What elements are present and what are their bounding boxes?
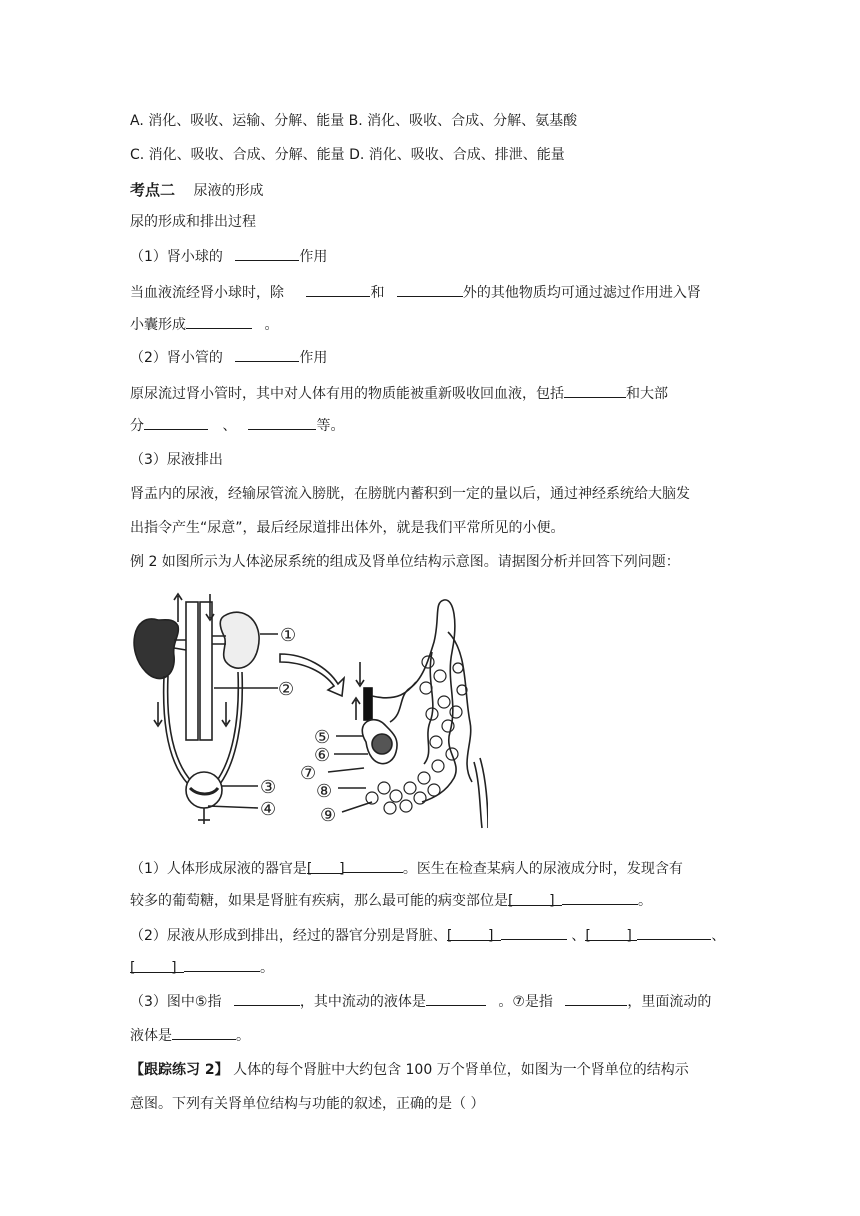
section-title: 尿液的形成 <box>193 183 264 199</box>
para-filtration <box>130 282 701 303</box>
figure-label: ① <box>280 625 297 646</box>
blank[interactable] <box>172 1025 236 1040</box>
para-reabsorption <box>130 383 668 404</box>
section-heading <box>130 180 263 201</box>
urinary-system-figure <box>128 592 488 832</box>
example-2-prompt: 例 2 如图所示为人体泌尿系统的组成及肾单位结构示意图。请据图分析并回答下列问题： <box>130 554 680 570</box>
text: 。医生在检查某病人的尿液成分时，发现含有 <box>402 861 683 877</box>
blank[interactable] <box>234 991 300 1006</box>
para-excretion-1: 肾盂内的尿液，经输尿管流入膀胱，在膀胱内蓄积到一定的量以后，通过神经系统给大脑发 <box>130 486 690 502</box>
text: 较多的葡萄糖，如果是肾脏有疾病，那么最可能的病变部位是 <box>130 893 508 909</box>
blank[interactable] <box>343 858 403 873</box>
text: （1）肾小球的 <box>130 249 223 265</box>
text: 。 <box>264 317 279 333</box>
blank[interactable] <box>184 957 260 972</box>
figure-label: ⑥ <box>314 745 331 766</box>
text: 等。 <box>316 418 345 434</box>
text: 分 <box>130 418 144 434</box>
question-3-line-1 <box>130 991 711 1012</box>
text: 小囊形成 <box>130 317 186 333</box>
text: 液体是 <box>130 1028 172 1044</box>
figure-label: ⑦ <box>300 763 317 784</box>
blank[interactable] <box>186 314 252 329</box>
bracket-blank[interactable]: [ ] <box>306 861 345 877</box>
option-line-cd: C. 消化、吸收、合成、分解、能量 D. 消化、吸收、合成、排泄、能量 <box>130 147 565 163</box>
bracket-blank[interactable]: [ ] <box>585 926 637 941</box>
text: 。⑦是指 <box>498 994 553 1010</box>
text: ，里面流动的 <box>627 994 712 1010</box>
bracket-blank[interactable]: [ ] <box>508 891 562 906</box>
bracket-blank[interactable]: [ ] <box>130 958 184 973</box>
para-excretion-2: 出指令产生“尿意”，最后经尿道排出体外，就是我们平常所见的小便。 <box>130 520 565 536</box>
figure-label: ③ <box>260 777 277 798</box>
practice-2-line-2: 意图。下列有关肾单位结构与功能的叙述，正确的是（ ） <box>130 1096 485 1112</box>
text: 。 <box>638 893 652 909</box>
text: 和大部 <box>626 386 668 402</box>
figure-label: ⑨ <box>320 805 337 826</box>
text: 。 <box>260 960 274 976</box>
para-glomerulus <box>130 246 327 267</box>
bracket-blank[interactable]: [ ] <box>447 926 501 941</box>
blank[interactable] <box>564 383 626 398</box>
text: （1）人体形成尿液的器官是 <box>130 861 307 877</box>
para-tubule <box>130 347 327 368</box>
text: ，其中流动的液体是 <box>299 994 426 1010</box>
blank[interactable] <box>306 282 370 297</box>
question-2-line-1 <box>130 925 725 946</box>
text: 、 <box>571 928 586 944</box>
text: 人体的每个肾脏中大约包含 100 万个肾单位，如图为一个肾单位的结构示 <box>228 1062 689 1078</box>
question-3-line-2 <box>130 1025 250 1046</box>
para-filtration-cont <box>130 314 278 335</box>
text: 作用 <box>299 350 328 366</box>
blank[interactable] <box>144 415 208 430</box>
question-2-line-2 <box>130 957 274 978</box>
practice-2-line-1 <box>130 1060 689 1080</box>
practice-label: 【跟踪练习 2】 <box>130 1062 229 1078</box>
blank[interactable] <box>562 890 638 905</box>
blank[interactable] <box>397 282 463 297</box>
text: 作用 <box>299 249 328 265</box>
section-subtitle: 尿的形成和排出过程 <box>130 214 256 230</box>
section-label: 考点二 <box>130 181 176 199</box>
text: 和 <box>370 285 385 301</box>
blank[interactable] <box>565 991 627 1006</box>
blank[interactable] <box>637 925 711 940</box>
option-line-ab: A. 消化、吸收、运输、分解、能量 B. 消化、吸收、合成、分解、氨基酸 <box>130 113 578 129</box>
figure-label: ② <box>278 679 295 700</box>
text: 、 <box>711 928 726 944</box>
blank[interactable] <box>248 415 316 430</box>
figure-label: ⑤ <box>314 727 331 748</box>
para-excretion-title: （3）尿液排出 <box>130 452 223 468</box>
text: 原尿流过肾小管时，其中对人体有用的物质能被重新吸收回血液，包括 <box>130 386 564 402</box>
text: （2）肾小管的 <box>130 350 223 366</box>
text: 。 <box>236 1028 250 1044</box>
text: 外的其他物质均可通过滤过作用进入肾 <box>462 285 701 301</box>
text: （2）尿液从形成到排出，经过的器官分别是肾脏、 <box>130 928 447 944</box>
figure-label: ⑧ <box>316 781 333 802</box>
question-1-line-1 <box>130 858 683 879</box>
question-1-line-2 <box>130 890 652 911</box>
para-reabsorption-cont <box>130 415 344 436</box>
blank[interactable] <box>426 991 486 1006</box>
blank[interactable] <box>501 925 567 940</box>
text: （3）图中⑤指 <box>130 994 222 1010</box>
blank[interactable] <box>235 347 299 362</box>
text: 当血液流经肾小球时，除 <box>130 285 284 301</box>
text: 、 <box>222 418 237 434</box>
blank[interactable] <box>235 246 299 261</box>
figure-label: ④ <box>260 799 277 820</box>
